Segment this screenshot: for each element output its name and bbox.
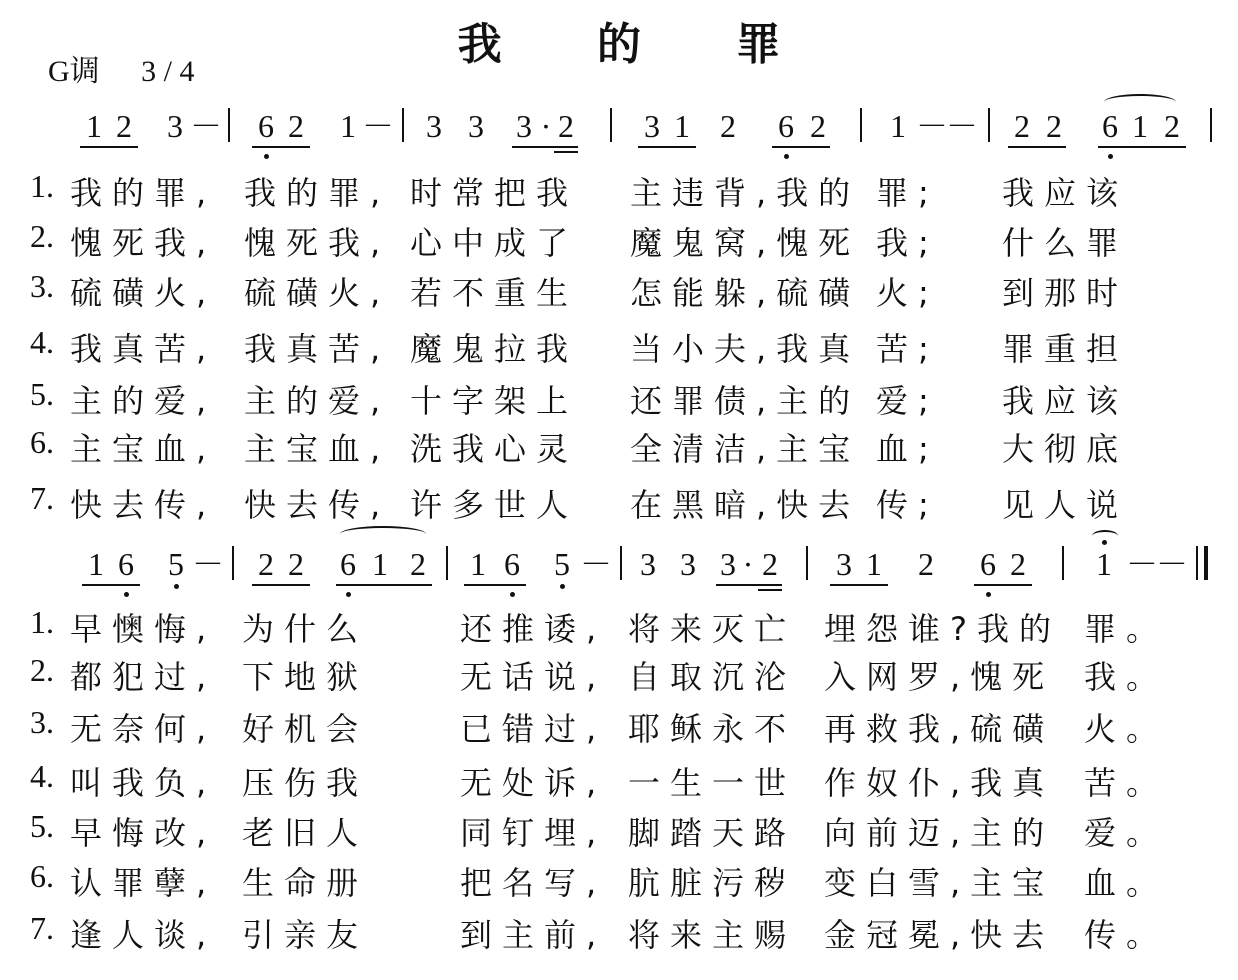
lyric-segment: 爱; xyxy=(876,382,939,420)
octave-dot xyxy=(264,154,269,159)
barline xyxy=(1062,546,1064,580)
barline xyxy=(620,546,622,580)
octave-dot xyxy=(784,154,789,159)
lyric-segment: 大彻底 xyxy=(1002,430,1129,468)
note: 2 xyxy=(918,546,934,582)
note: 6 xyxy=(504,546,520,582)
barline xyxy=(232,546,234,580)
verse-number: 1. xyxy=(30,168,54,204)
lyric-segment: 入网罗,愧死 xyxy=(824,658,1055,696)
beam-underline xyxy=(974,584,1032,586)
verse-row xyxy=(30,758,1210,802)
lyric-segment: 到那时 xyxy=(1002,274,1129,312)
note-dash: － xyxy=(1125,546,1159,582)
lyric-segment: 将来灭亡 xyxy=(628,610,797,648)
lyric-segment: 无处诉, xyxy=(460,764,607,802)
beam-underline xyxy=(82,584,140,586)
note: 2 xyxy=(810,108,826,144)
final-barline-thin xyxy=(1196,546,1198,580)
lyric-segment: 作奴仆,我真 xyxy=(824,764,1055,802)
lyric-segment: 早懊悔, xyxy=(70,610,217,648)
lyric-segment: 主宝血, xyxy=(70,430,217,468)
lyric-segment: 已错过, xyxy=(460,710,607,748)
verse-number: 6. xyxy=(30,424,54,460)
barline xyxy=(610,108,612,142)
lyric-segment: 主违背,我的 xyxy=(630,174,861,212)
note: 6 xyxy=(980,546,996,582)
lyric-segment: 无话说, xyxy=(460,658,607,696)
note: 2 xyxy=(1010,546,1026,582)
notation-line-2 xyxy=(0,544,1238,604)
lyric-segment: 苦; xyxy=(876,330,939,368)
verse-number: 4. xyxy=(30,758,54,794)
note: 3 xyxy=(640,546,656,582)
lyric-segment: 心中成了 xyxy=(410,224,579,262)
lyric-segment: 耶稣永不 xyxy=(628,710,797,748)
note: 1 xyxy=(372,546,388,582)
lyric-segment: 时常把我 xyxy=(410,174,579,212)
lyric-segment: 为什么 xyxy=(242,610,369,648)
song-meta xyxy=(48,46,229,90)
note: 2 xyxy=(1046,108,1062,144)
note: 3 xyxy=(426,108,442,144)
verse-number: 6. xyxy=(30,858,54,894)
note: 2 xyxy=(720,108,736,144)
lyric-segment: 魔鬼窝,愧死 xyxy=(630,224,861,262)
lyric-segment: 硫磺火, xyxy=(244,274,391,312)
beam-underline xyxy=(554,151,578,153)
lyric-segment: 叫我负, xyxy=(70,764,217,802)
verse-row xyxy=(30,858,1210,902)
lyric-segment: 见人说 xyxy=(1002,486,1129,524)
beam-underline xyxy=(830,584,888,586)
note: 1 xyxy=(1096,546,1112,582)
lyric-segment: 把名写, xyxy=(460,864,607,902)
note: 2 xyxy=(410,546,426,582)
lyric-segment: 若不重生 xyxy=(410,274,579,312)
lyric-segment: 爱。 xyxy=(1084,814,1169,852)
lyric-segment: 还罪债,主的 xyxy=(630,382,861,420)
lyric-segment: 向前迈,主的 xyxy=(824,814,1055,852)
lyric-segment: 火; xyxy=(876,274,939,312)
lyric-segment: 快去传, xyxy=(70,486,217,524)
lyric-segment: 当小夫,我真 xyxy=(630,330,861,368)
note: 3 xyxy=(644,108,660,144)
lyric-segment: 主的爱, xyxy=(70,382,217,420)
verse-number: 3. xyxy=(30,704,54,740)
beam-underline xyxy=(638,146,696,148)
note: 2 xyxy=(1164,108,1180,144)
lyric-segment: 我; xyxy=(876,224,939,262)
lyric-segment: 老旧人 xyxy=(242,814,369,852)
lyric-segment: 一生一世 xyxy=(628,764,797,802)
lyric-segment: 许多世人 xyxy=(410,486,579,524)
verse-number: 7. xyxy=(30,480,54,516)
lyric-segment: 什么罪 xyxy=(1002,224,1129,262)
lyric-segment: 早悔改, xyxy=(70,814,217,852)
lyric-segment: 脚踏天路 xyxy=(628,814,797,852)
lyric-segment: 主宝血, xyxy=(244,430,391,468)
beam-underline xyxy=(758,589,782,591)
lyric-segment: 血; xyxy=(876,430,939,468)
beam-underline xyxy=(772,146,830,148)
slur xyxy=(340,526,426,542)
note: 1 xyxy=(674,108,690,144)
lyric-segment: 自取沉沦 xyxy=(628,658,797,696)
barline xyxy=(988,108,990,142)
note: 1 xyxy=(890,108,906,144)
note: 6 xyxy=(340,546,356,582)
octave-dot xyxy=(986,592,991,597)
lyric-segment: 肮脏污秽 xyxy=(628,864,797,902)
lyric-segment: 无奈何, xyxy=(70,710,217,748)
verse-number: 3. xyxy=(30,268,54,304)
beam-underline xyxy=(464,584,526,586)
note: 3 xyxy=(468,108,484,144)
octave-dot xyxy=(1108,154,1113,159)
lyric-segment: 变白雪,主宝 xyxy=(824,864,1055,902)
note: 3 xyxy=(167,108,183,144)
note-dash: － xyxy=(191,546,225,582)
verse-number: 4. xyxy=(30,324,54,360)
note: 2 xyxy=(116,108,132,144)
octave-dot xyxy=(174,584,179,589)
lyric-segment: 传; xyxy=(876,486,939,524)
note-dash: － xyxy=(189,108,223,144)
note: 3 xyxy=(720,546,736,582)
lyric-segment: 传。 xyxy=(1084,916,1169,954)
verse-row xyxy=(30,704,1210,748)
note: 5 xyxy=(168,546,184,582)
key-signature: G调 xyxy=(48,55,100,88)
lyric-segment: 愧死我, xyxy=(70,224,217,262)
beam-underline xyxy=(80,146,138,148)
note-dot: · xyxy=(742,546,754,582)
lyric-segment: 都犯过, xyxy=(70,658,217,696)
lyric-segment: 压伤我 xyxy=(242,764,369,802)
verse-row xyxy=(30,424,1210,468)
barline xyxy=(860,108,862,142)
beam-underline xyxy=(716,584,782,586)
verse-row xyxy=(30,168,1210,212)
verse-row xyxy=(30,218,1210,262)
verse-row xyxy=(30,652,1210,696)
lyric-segment: 逢人谈, xyxy=(70,916,217,954)
octave-dot xyxy=(346,592,351,597)
song-title: 我 的 罪 xyxy=(457,19,821,70)
note: 1 xyxy=(1132,108,1148,144)
lyric-segment: 洗我心灵 xyxy=(410,430,579,468)
lyric-segment: 到主前, xyxy=(460,916,607,954)
barline xyxy=(402,108,404,142)
note: 6 xyxy=(1102,108,1118,144)
beam-underline xyxy=(1008,146,1066,148)
barline xyxy=(228,108,230,142)
lyric-segment: 埋怨谁?我的 xyxy=(824,610,1061,648)
note-dot: · xyxy=(540,108,552,144)
note-dash: － xyxy=(1155,546,1189,582)
lyric-segment: 罪重担 xyxy=(1002,330,1129,368)
lyric-segment: 主的爱, xyxy=(244,382,391,420)
lyric-segment: 我应该 xyxy=(1002,382,1129,420)
lyric-segment: 好机会 xyxy=(242,710,369,748)
note: 2 xyxy=(762,546,778,582)
lyric-segment: 罪。 xyxy=(1084,610,1169,648)
lyric-segment: 下地狱 xyxy=(242,658,369,696)
slur xyxy=(1104,94,1176,110)
octave-dot xyxy=(510,592,515,597)
verse-row xyxy=(30,808,1210,852)
note: 2 xyxy=(258,546,274,582)
note: 3 xyxy=(836,546,852,582)
final-barline-thick xyxy=(1204,546,1208,580)
lyric-segment: 罪; xyxy=(876,174,939,212)
lyric-segment: 愧死我, xyxy=(244,224,391,262)
notation-line-1 xyxy=(0,106,1238,166)
barline xyxy=(1210,108,1212,142)
lyric-segment: 我。 xyxy=(1084,658,1169,696)
verse-number: 2. xyxy=(30,218,54,254)
verse-row xyxy=(30,324,1210,368)
note: 3 xyxy=(516,108,532,144)
octave-dot xyxy=(560,584,565,589)
note-dash: － xyxy=(915,108,949,144)
lyric-segment: 快去传, xyxy=(244,486,391,524)
lyric-segment: 金冠冕,快去 xyxy=(824,916,1055,954)
fermata xyxy=(1092,530,1118,542)
verse-row xyxy=(30,604,1210,648)
beam-underline xyxy=(512,146,578,148)
note-dash: － xyxy=(945,108,979,144)
lyric-segment: 十字架上 xyxy=(410,382,579,420)
note: 1 xyxy=(88,546,104,582)
lyric-segment: 还推诿, xyxy=(460,610,607,648)
note: 6 xyxy=(258,108,274,144)
note: 5 xyxy=(554,546,570,582)
lyric-segment: 将来主赐 xyxy=(628,916,797,954)
note-dash: － xyxy=(579,546,613,582)
note: 2 xyxy=(1014,108,1030,144)
note: 1 xyxy=(86,108,102,144)
lyric-segment: 全清洁,主宝 xyxy=(630,430,861,468)
lyric-segment: 魔鬼拉我 xyxy=(410,330,579,368)
lyric-segment: 引亲友 xyxy=(242,916,369,954)
verse-row xyxy=(30,376,1210,420)
octave-dot xyxy=(124,592,129,597)
note: 1 xyxy=(470,546,486,582)
lyric-segment: 在黑暗,快去 xyxy=(630,486,861,524)
lyric-segment: 同钉埋, xyxy=(460,814,607,852)
lyric-segment: 我真苦, xyxy=(70,330,217,368)
time-signature: 3 / 4 xyxy=(141,55,195,88)
note: 2 xyxy=(288,108,304,144)
note-dash: － xyxy=(361,108,395,144)
lyric-segment: 我的罪, xyxy=(70,174,217,212)
verse-row xyxy=(30,480,1210,524)
note: 2 xyxy=(288,546,304,582)
note: 1 xyxy=(340,108,356,144)
beam-underline xyxy=(252,146,310,148)
verse-row xyxy=(30,910,1210,954)
lyric-segment: 硫磺火, xyxy=(70,274,217,312)
lyric-segment: 生命册 xyxy=(242,864,369,902)
verse-number: 5. xyxy=(30,808,54,844)
barline xyxy=(446,546,448,580)
lyric-segment: 苦。 xyxy=(1084,764,1169,802)
verse-number: 2. xyxy=(30,652,54,688)
note: 6 xyxy=(778,108,794,144)
beam-underline xyxy=(252,584,310,586)
lyric-segment: 我应该 xyxy=(1002,174,1129,212)
lyric-segment: 再救我,硫磺 xyxy=(824,710,1055,748)
lyric-segment: 我的罪, xyxy=(244,174,391,212)
note: 1 xyxy=(866,546,882,582)
note: 2 xyxy=(558,108,574,144)
lyric-segment: 血。 xyxy=(1084,864,1169,902)
beam-underline xyxy=(336,584,432,586)
verse-number: 7. xyxy=(30,910,54,946)
note: 6 xyxy=(118,546,134,582)
lyric-segment: 火。 xyxy=(1084,710,1169,748)
lyric-segment: 认罪孽, xyxy=(70,864,217,902)
verse-number: 1. xyxy=(30,604,54,640)
lyric-segment: 怎能躲,硫磺 xyxy=(630,274,861,312)
beam-underline xyxy=(1098,146,1186,148)
verse-row xyxy=(30,268,1210,312)
lyric-segment: 我真苦, xyxy=(244,330,391,368)
note: 3 xyxy=(680,546,696,582)
barline xyxy=(806,546,808,580)
verse-number: 5. xyxy=(30,376,54,412)
